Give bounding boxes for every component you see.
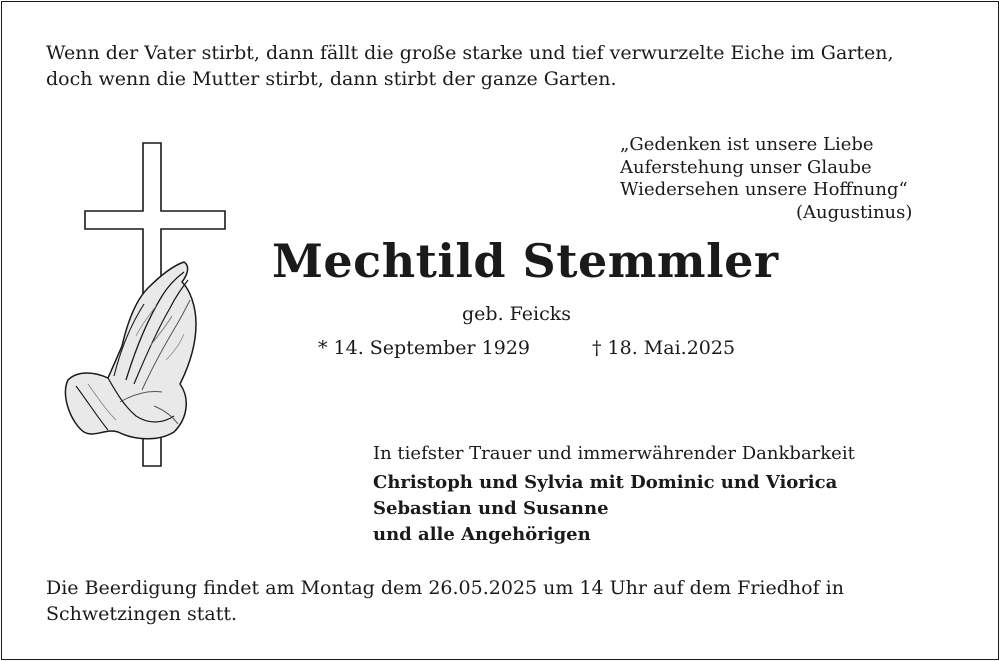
praying-hands-icon bbox=[65, 262, 196, 439]
intro-line-1: Wenn der Vater stirbt, dann fällt die große starke und tief verwurzelte Eiche im Garten, bbox=[46, 42, 894, 64]
mourning-intro: In tiefster Trauer und immerwährender Dankbarkeit bbox=[373, 443, 855, 464]
mourner-line-3: und alle Angehörigen bbox=[373, 524, 591, 545]
funeral-notice bbox=[46, 575, 844, 627]
obituary-notice bbox=[1, 1, 999, 660]
quote-line-1: „Gedenken ist unsere Liebe bbox=[620, 134, 874, 155]
cross-with-hands-emblem bbox=[50, 140, 230, 470]
death-date: † 18. Mai.2025 bbox=[592, 337, 736, 359]
maiden-name: geb. Feicks bbox=[462, 303, 572, 325]
funeral-line-2: Schwetzingen statt. bbox=[46, 603, 238, 625]
mourner-line-1: Christoph und Sylvia mit Dominic und Viorica bbox=[373, 472, 838, 493]
birth-date: * 14. September 1929 bbox=[318, 337, 530, 359]
mourner-line-2: Sebastian und Susanne bbox=[373, 498, 609, 519]
intro-saying bbox=[46, 40, 894, 92]
intro-line-2: doch wenn die Mutter stirbt, dann stirbt der ganze Garten. bbox=[46, 68, 617, 90]
funeral-line-1: Die Beerdigung findet am Montag dem 26.05.2025 um 14 Uhr auf dem Friedhof in bbox=[46, 577, 844, 599]
quote-block bbox=[620, 134, 908, 202]
quote-source: (Augustinus) bbox=[796, 202, 913, 223]
quote-line-2: Auferstehung unser Glaube bbox=[620, 156, 872, 178]
quote-line-3: Wiedersehen unsere Hoffnung“ bbox=[620, 179, 908, 200]
deceased-name: Mechtild Stemmler bbox=[272, 234, 779, 288]
